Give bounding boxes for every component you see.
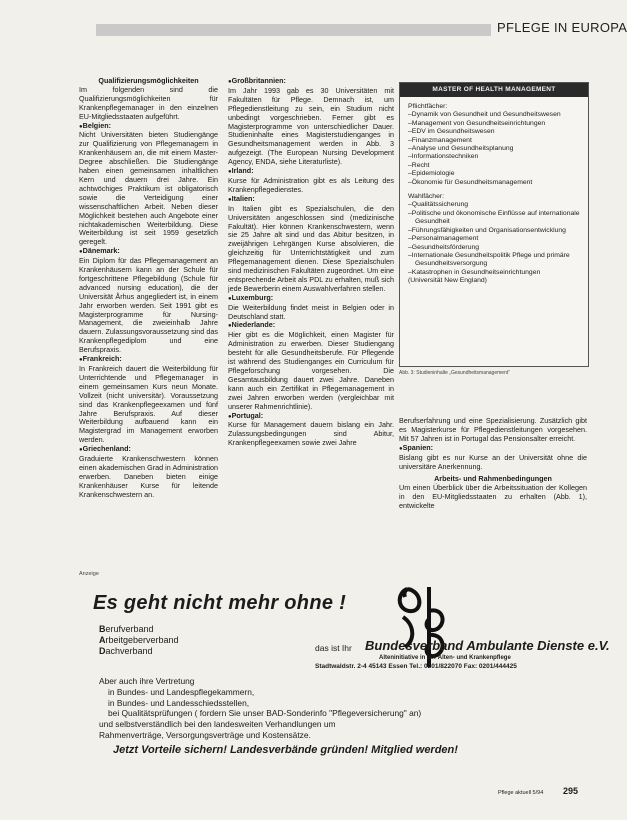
header-rule [96, 24, 491, 36]
wahl-heading: Wahlfächer: [408, 193, 445, 201]
country-heading-spanien: ● Spanien: [399, 444, 587, 454]
page-number: 295 [563, 786, 579, 796]
country-heading-belgien: ● Belgien: [79, 122, 218, 132]
paragraph-spanien: Bislang gibt es nur Kurse an der Universität ohne die universitäre Anerkennung. [399, 452, 587, 471]
pflicht-heading: Pflichtfächer: [408, 103, 448, 110]
curriculum-box [399, 82, 589, 367]
list-item: – Führungsfähigkeiten und Organisationsentwicklung [408, 227, 580, 235]
country-heading-frankreich: ● Frankreich: [79, 355, 218, 365]
footer-magazine: Pflege aktuell 5/94 [498, 790, 544, 796]
list-item: – Analyse und Gesundheitsplanung [408, 145, 580, 153]
paragraph-belgien: Nicht Universitäten bieten Studiengänge zur Qualifizierung von Pflegemanagern in Krankenhäusern an, die mit einem Master-Degree abschließen. Die Studiengänge haben einen gemeinsamen inhaltlichen Kern und dauern drei Jahre. Ein achtwöchiges Praktikum ist obligatorisch sowie die Verteidigung einer wissenschaftlichen Arbeit. Neben dieser Möglichkeit bestehen auch Angebote einer nichtakademischen Weiterbildung. Diese Weiterbildung ist seit 1959 gesetzlich geregelt. [79, 130, 218, 247]
paragraph-grossbritannien: Im Jahr 1993 gab es 30 Universitäten mit Fakultäten für Pflege. Demnach ist, um Pflegedienstleitung zu sein, ein Studium nicht unbedingt vorgeschrieben. Ferner gibt es Magisterprogramme von unterschiedlicher Dauer. Studieninhalte eines Magisterstudienganges in Gesundheitsmanagement werden in Abb. 3 aufgezeigt. (The European Nursing Development Agency, ENDA, siehe Literaturliste). [228, 85, 394, 167]
ad-line: und selbstverständlich bei den landesweiten Verhandlungen um [99, 719, 336, 730]
column-3 [399, 417, 587, 511]
list-item: – Informationstechniken [408, 153, 580, 161]
bad-word-a: Arbeitgeberverband [99, 635, 179, 645]
list-item: – Politische und ökonomische Einflüsse auf internationale Gesundheit [408, 210, 580, 227]
paragraph-daenemark: Ein Diplom für das Pflegemanagement an Krankenhäusern kann an der Schule für fortgeschrittene Pflegebildung (Schule für advanced nursing education), die der Universität Århus angegliedert ist, in einem Jahr erworben werden. Seit 1991 gibt es Magisterprogramme für Nursing-Management, die zweieinhalb Jahre dauern. Zulassungsvoraussetzung sind das Krankenpflegediplom und eine Berufspraxis. [79, 256, 218, 355]
paragraph-arbeit: Um einen Überblick über die Arbeitssituation der Kollegen in den EU-Mitgliedsstaaten zu erhalten (Abb. 1), entwickelte [399, 483, 587, 511]
box-body [400, 97, 588, 292]
paragraph-portugal-cont: Berufserfahrung und eine Spezialisierung. Zusätzlich gibt es Magisterkurse für Pflegedienstleitungen vorgesehen. Mit 57 Jahren ist in Portugal das Pensionsalter erreicht. [399, 416, 587, 443]
list-item: – EDV im Gesundheitswesen [408, 128, 580, 136]
ad-body [99, 676, 579, 741]
paragraph-irland: Kurse für Administration gibt es als Leitung des Krankenpflegedienstes. [228, 175, 394, 194]
org-name: Bundesverband Ambulante Dienste e.V. [365, 638, 610, 653]
pflicht-list [408, 111, 580, 187]
ad-slogan: Jetzt Vorteile sichern! Landesverbände gründen! Mitglied werden! [113, 744, 458, 756]
bad-word-b: Berufverband [99, 624, 154, 634]
ad-line-intro: Aber auch ihre Vertretung [99, 676, 195, 686]
country-heading-italien: ● Italien: [228, 195, 394, 205]
paragraph-portugal: Kurse für Management dauern bislang ein Jahr. Zulassungsbedingungen sind Abitur, Krankenpflegeexamen sowie zwei Jahre [228, 420, 394, 448]
section-heading-arbeit: Arbeits- und Rahmenbedingungen [434, 474, 552, 484]
ad-headline: Es geht nicht mehr ohne ! [93, 592, 347, 614]
section-heading-qualifizierung: Qualifizierungsmöglichkeiten [98, 76, 199, 85]
country-heading-grossbritannien: ● Großbritannien: [228, 77, 394, 87]
country-heading-niederlande: ● Niederlande: [228, 321, 394, 331]
paragraph-griechenland: Graduierte Krankenschwestern können einen akademischen Grad in Administration erwerben. Daneben bieten einige Krankenhäuser Kurse für leitende Krankenschwestern an. [79, 454, 218, 499]
paragraph-luxemburg: Die Weiterbildung findet meist in Belgien oder in Deutschland statt. [228, 302, 394, 321]
list-item: – Management von Gesundheitseinrichtungen [408, 120, 580, 128]
list-item: – Epidemiologie [408, 170, 580, 178]
wahl-list [408, 201, 580, 277]
column-2 [228, 77, 394, 448]
ad-label: Anzeige [79, 571, 99, 577]
org-subtitle: Alteninitiative in der Alten- und Krankenpflege [379, 655, 511, 661]
ad-line: in Bundes- und Landespflegekammern, [108, 686, 255, 697]
ad-line: in Bundes- und Landesschiedsstellen, [108, 697, 250, 708]
bad-word-d: Dachverband [99, 646, 153, 656]
box-source: (Universität New England) [408, 277, 487, 285]
advertisement [79, 580, 610, 778]
list-item: – Katastrophen in Gesundheitseinrichtungen [408, 269, 580, 277]
list-item: – Internationale Gesundheitspolitik Pflege und primäre Gesundheitsversorgung [408, 252, 580, 269]
ad-das-ist: das ist Ihr [315, 643, 352, 653]
ad-line: Rahmenverträge, Versorgungsverträge und Kostensätze. [99, 729, 311, 740]
list-item: – Personalmanagement [408, 235, 580, 243]
paragraph-frankreich: In Frankreich dauert die Weiterbildung für Unterrichtende und Pflegemanager in einem gemeinsamen Kurs neun Monate. Vollzeit (nicht universitär). Voraussetzung sind das Krankenpflegeexamen und fünf Jahre Berufspraxis. Auf dieser Weiterbildung aufbauend kann ein Magistergrad im Management erworben werden. [79, 364, 218, 445]
list-item: – Finanzmanagement [408, 137, 580, 145]
list-item: – Dynamik von Gesundheit und Gesundheitswesen [408, 111, 580, 119]
bad-acronym [99, 624, 179, 657]
ad-line: bei Qualitätsprüfungen ( fordern Sie unser BAD-Sonderinfo "Pflegeversicherung" an) [108, 708, 422, 719]
box-title: MASTER OF HEALTH MANAGEMENT [400, 83, 588, 97]
country-heading-luxemburg: ● Luxemburg: [228, 294, 394, 304]
country-heading-portugal: ● Portugal: [228, 412, 394, 422]
paragraph-intro: Im folgenden sind die Qualifizierungsmöglichkeiten für Krankenpflegemanager in den einzelnen EU-Mitgliedsstaaten aufgeführt. [79, 84, 218, 121]
figure-caption: Abb. 3: Studieninhalte „Gesundheitsmanagement“ [399, 370, 510, 376]
running-head: PFLEGE IN EUROPA [497, 20, 627, 35]
paragraph-niederlande: Hier gibt es die Möglichkeit, einen Magister für Administration zu erwerben. Dieser Studiengang besteht für alle Gesundheitsberufe. Für Pflegende ist während des Studienganges ein Curriculum für Pflegeforschung vorgesehen. Die Gesamtausbildung dauert zwei Jahre. Daneben kann auch ein Zertifikat in Pflegemanagement in zwei Jahren erworben werden (vergleichbar mit unserer Rahmenrichtlinie). [228, 330, 394, 411]
country-heading-daenemark: ● Dänemark: [79, 247, 218, 257]
list-item: – Ökonomie für Gesundheitsmanagement [408, 179, 580, 187]
list-item: – Recht [408, 162, 580, 170]
country-heading-griechenland: ● Griechenland: [79, 445, 218, 455]
paragraph-italien: In Italien gibt es Spezialschulen, die den Universitäten angeschlossen sind (medizinische Fakultät). Hier können Krankenschwestern, wenn sie 25 Jahre alt sind und das Abitur besitzen, in zweijährigen Lehrgängen Kurse absolvieren, die gleichzeitig für Unterrichtstätigkeit und zum Pflegemanagement dienen. Diese Spezialschulen sind medizinischen Fakultäten zugeordnet. Um eine entsprechende Arbeit als PDL zu erhalten, muß sich jede Bewerberin einem Auswahlverfahren stellen. [228, 203, 394, 293]
list-item: – Gesundheitsförderung [408, 244, 580, 252]
org-address: Stadtwaldstr. 2-4 45143 Essen Tel.: 0201/822070 Fax: 0201/444425 [315, 663, 517, 670]
country-heading-irland: ● Irland: [228, 167, 394, 177]
list-item: – Qualitätssicherung [408, 201, 580, 209]
column-1 [79, 77, 218, 500]
